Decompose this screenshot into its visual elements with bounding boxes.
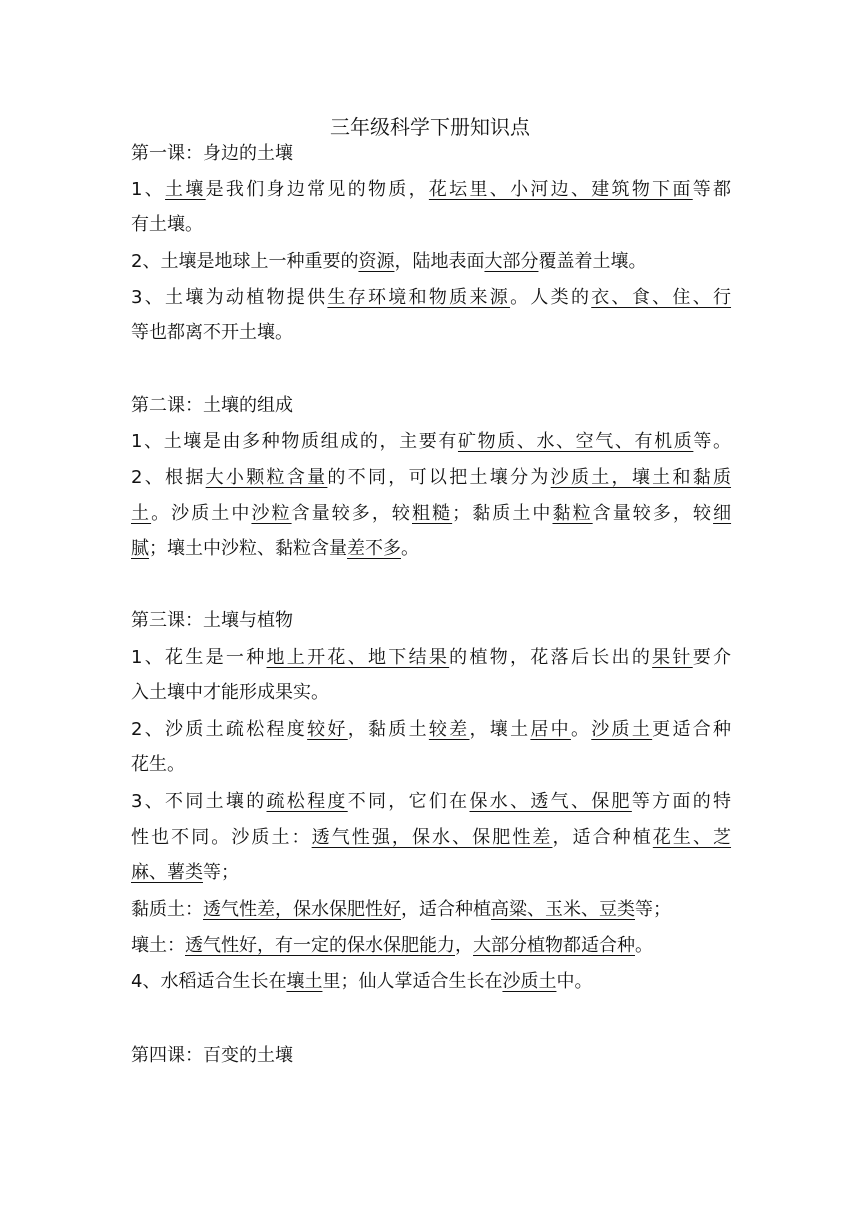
lesson-heading (131, 137, 731, 171)
underlined-keyword: 较好 (307, 719, 348, 740)
text-line (131, 532, 731, 566)
text-segment: 等也都离不开土壤。 (131, 322, 293, 343)
lesson-heading (131, 389, 731, 423)
underlined-keyword: 生存环境和物质来源 (327, 287, 511, 308)
underlined-keyword: 腻 (131, 538, 149, 559)
text-line (131, 208, 731, 242)
text-segment: ，壤土 (469, 719, 531, 740)
lesson-heading (131, 1039, 731, 1073)
text-segment: 黏质土： (131, 899, 203, 920)
underlined-keyword: 疏松程度 (266, 791, 348, 812)
text-segment: 含量较多，较 (291, 503, 412, 524)
text-segment: 。沙质土中 (151, 503, 252, 524)
text-segment: ；壤土中沙粒、黏粒含量 (149, 538, 347, 559)
underlined-keyword: 透气性好，有一定的保水保肥能力 (185, 935, 455, 956)
text-segment: 2、土壤是地球上一种重要的 (131, 251, 359, 272)
text-segment: 的不同，可以把土壤分为 (327, 467, 551, 488)
text-segment: ，陆地表面 (394, 251, 485, 272)
underlined-keyword: 资源 (358, 251, 395, 272)
underlined-keyword: 保水、透气、保肥 (469, 791, 632, 812)
text-segment: 。 (401, 538, 419, 559)
text-segment: 2、沙质土疏松程度 (131, 719, 308, 740)
text-segment: 4、水稻适合生长在 (131, 971, 287, 992)
text-line (131, 748, 731, 782)
text-segment: 第一课：身边的土壤 (131, 143, 293, 164)
underlined-keyword: 居中 (530, 719, 571, 740)
underlined-keyword: 黏粒 (552, 503, 593, 524)
text-segment: 性也不同。沙质土： (131, 827, 312, 848)
text-segment: 壤土： (131, 935, 185, 956)
underlined-keyword: 矿物质、水、空气、有机质 (457, 431, 694, 452)
text-line (131, 676, 731, 710)
underlined-keyword: 麻、薯类 (131, 862, 203, 883)
text-line (131, 641, 731, 675)
text-segment: 覆盖着土壤。 (538, 251, 647, 272)
text-segment: 要介 (692, 647, 732, 668)
text-segment: ，黏质土 (347, 719, 429, 740)
underlined-keyword: 沙质土 (502, 971, 557, 992)
text-line (131, 893, 731, 927)
text-segment: 1、土壤是由多种物质组成的，主要有 (131, 431, 458, 452)
text-segment: 入土壤中才能形成果实。 (131, 682, 329, 703)
text-segment: 3、不同土壤的 (131, 791, 267, 812)
underlined-keyword: 壤土 (286, 971, 323, 992)
text-segment: 1、花生是一种 (131, 647, 267, 668)
text-line (131, 856, 731, 890)
text-segment: 第二课：土壤的组成 (131, 395, 293, 416)
text-line (131, 713, 731, 747)
text-segment: 2、根据 (131, 467, 206, 488)
text-segment: 有土壤。 (131, 214, 203, 235)
text-segment: 含量较多，较 (592, 503, 714, 524)
text-segment: 里；仙人掌适合生长在 (322, 971, 503, 992)
underlined-keyword: 土 (131, 503, 152, 524)
underlined-keyword: 差不多 (347, 538, 401, 559)
lesson-heading (131, 604, 731, 638)
text-segment: ，适合种植 (401, 899, 491, 920)
text-line (131, 929, 731, 963)
text-line (131, 245, 731, 279)
underlined-keyword: 粗糙 (412, 503, 453, 524)
text-segment: 。 (570, 719, 592, 740)
text-line (131, 461, 731, 495)
text-segment: 第三课：土壤与植物 (131, 610, 293, 631)
text-segment: 等方面的特 (631, 791, 732, 812)
text-segment: 等都 (692, 179, 732, 200)
text-segment: 3、土壤为动植物提供 (131, 287, 328, 308)
text-segment: 等； (635, 899, 671, 920)
underlined-keyword: 沙质土，壤土和黏质 (550, 467, 732, 488)
underlined-keyword: 较差 (428, 719, 470, 740)
underlined-keyword: 花坛里、小河边、建筑物下面 (428, 179, 693, 200)
text-segment: 是我们身边常见的物质， (205, 179, 429, 200)
underlined-keyword: 大部分植物都适合种 (473, 935, 635, 956)
text-line (131, 821, 731, 855)
underlined-keyword: 透气性强，保水、保肥性差 (311, 827, 553, 848)
text-segment: 不同，它们在 (347, 791, 470, 812)
text-segment: 花生。 (131, 754, 185, 775)
underlined-keyword: 地上开花、地下结果 (266, 647, 450, 668)
underlined-keyword: 大部分 (484, 251, 539, 272)
text-segment: 。人类的 (510, 287, 592, 308)
underlined-keyword: 沙粒 (251, 503, 292, 524)
text-segment: 中。 (556, 971, 593, 992)
text-segment: 的植物，花落后长出的 (449, 647, 653, 668)
text-segment: 等； (203, 862, 239, 883)
text-segment: 等。 (693, 431, 732, 452)
text-segment: ， (455, 935, 473, 956)
text-segment: 1、 (131, 179, 166, 200)
text-line (131, 785, 731, 819)
underlined-keyword: 透气性差，保水保肥性好 (203, 899, 401, 920)
underlined-keyword: 衣、食、住、行 (591, 287, 732, 308)
underlined-keyword: 果针 (652, 647, 693, 668)
underlined-keyword: 大小颗粒含量 (205, 467, 328, 488)
text-segment: ，适合种植 (552, 827, 653, 848)
underlined-keyword: 土壤 (165, 179, 206, 200)
text-segment: ；黏质土中 (452, 503, 553, 524)
text-line (131, 425, 731, 459)
underlined-keyword: 花生、芝 (652, 827, 732, 848)
underlined-keyword: 高粱、玉米、豆类 (491, 899, 635, 920)
text-line (131, 965, 731, 999)
text-segment: 更适合种 (652, 719, 732, 740)
text-segment: 。 (635, 935, 653, 956)
text-line (131, 281, 731, 315)
document-title: 三年级科学下册知识点 (330, 115, 530, 139)
underlined-keyword: 细 (713, 503, 732, 524)
text-line (131, 497, 731, 531)
text-line (131, 316, 731, 350)
underlined-keyword: 沙质土 (591, 719, 653, 740)
text-segment: 第四课：百变的土壤 (131, 1045, 293, 1066)
text-line (131, 173, 731, 207)
